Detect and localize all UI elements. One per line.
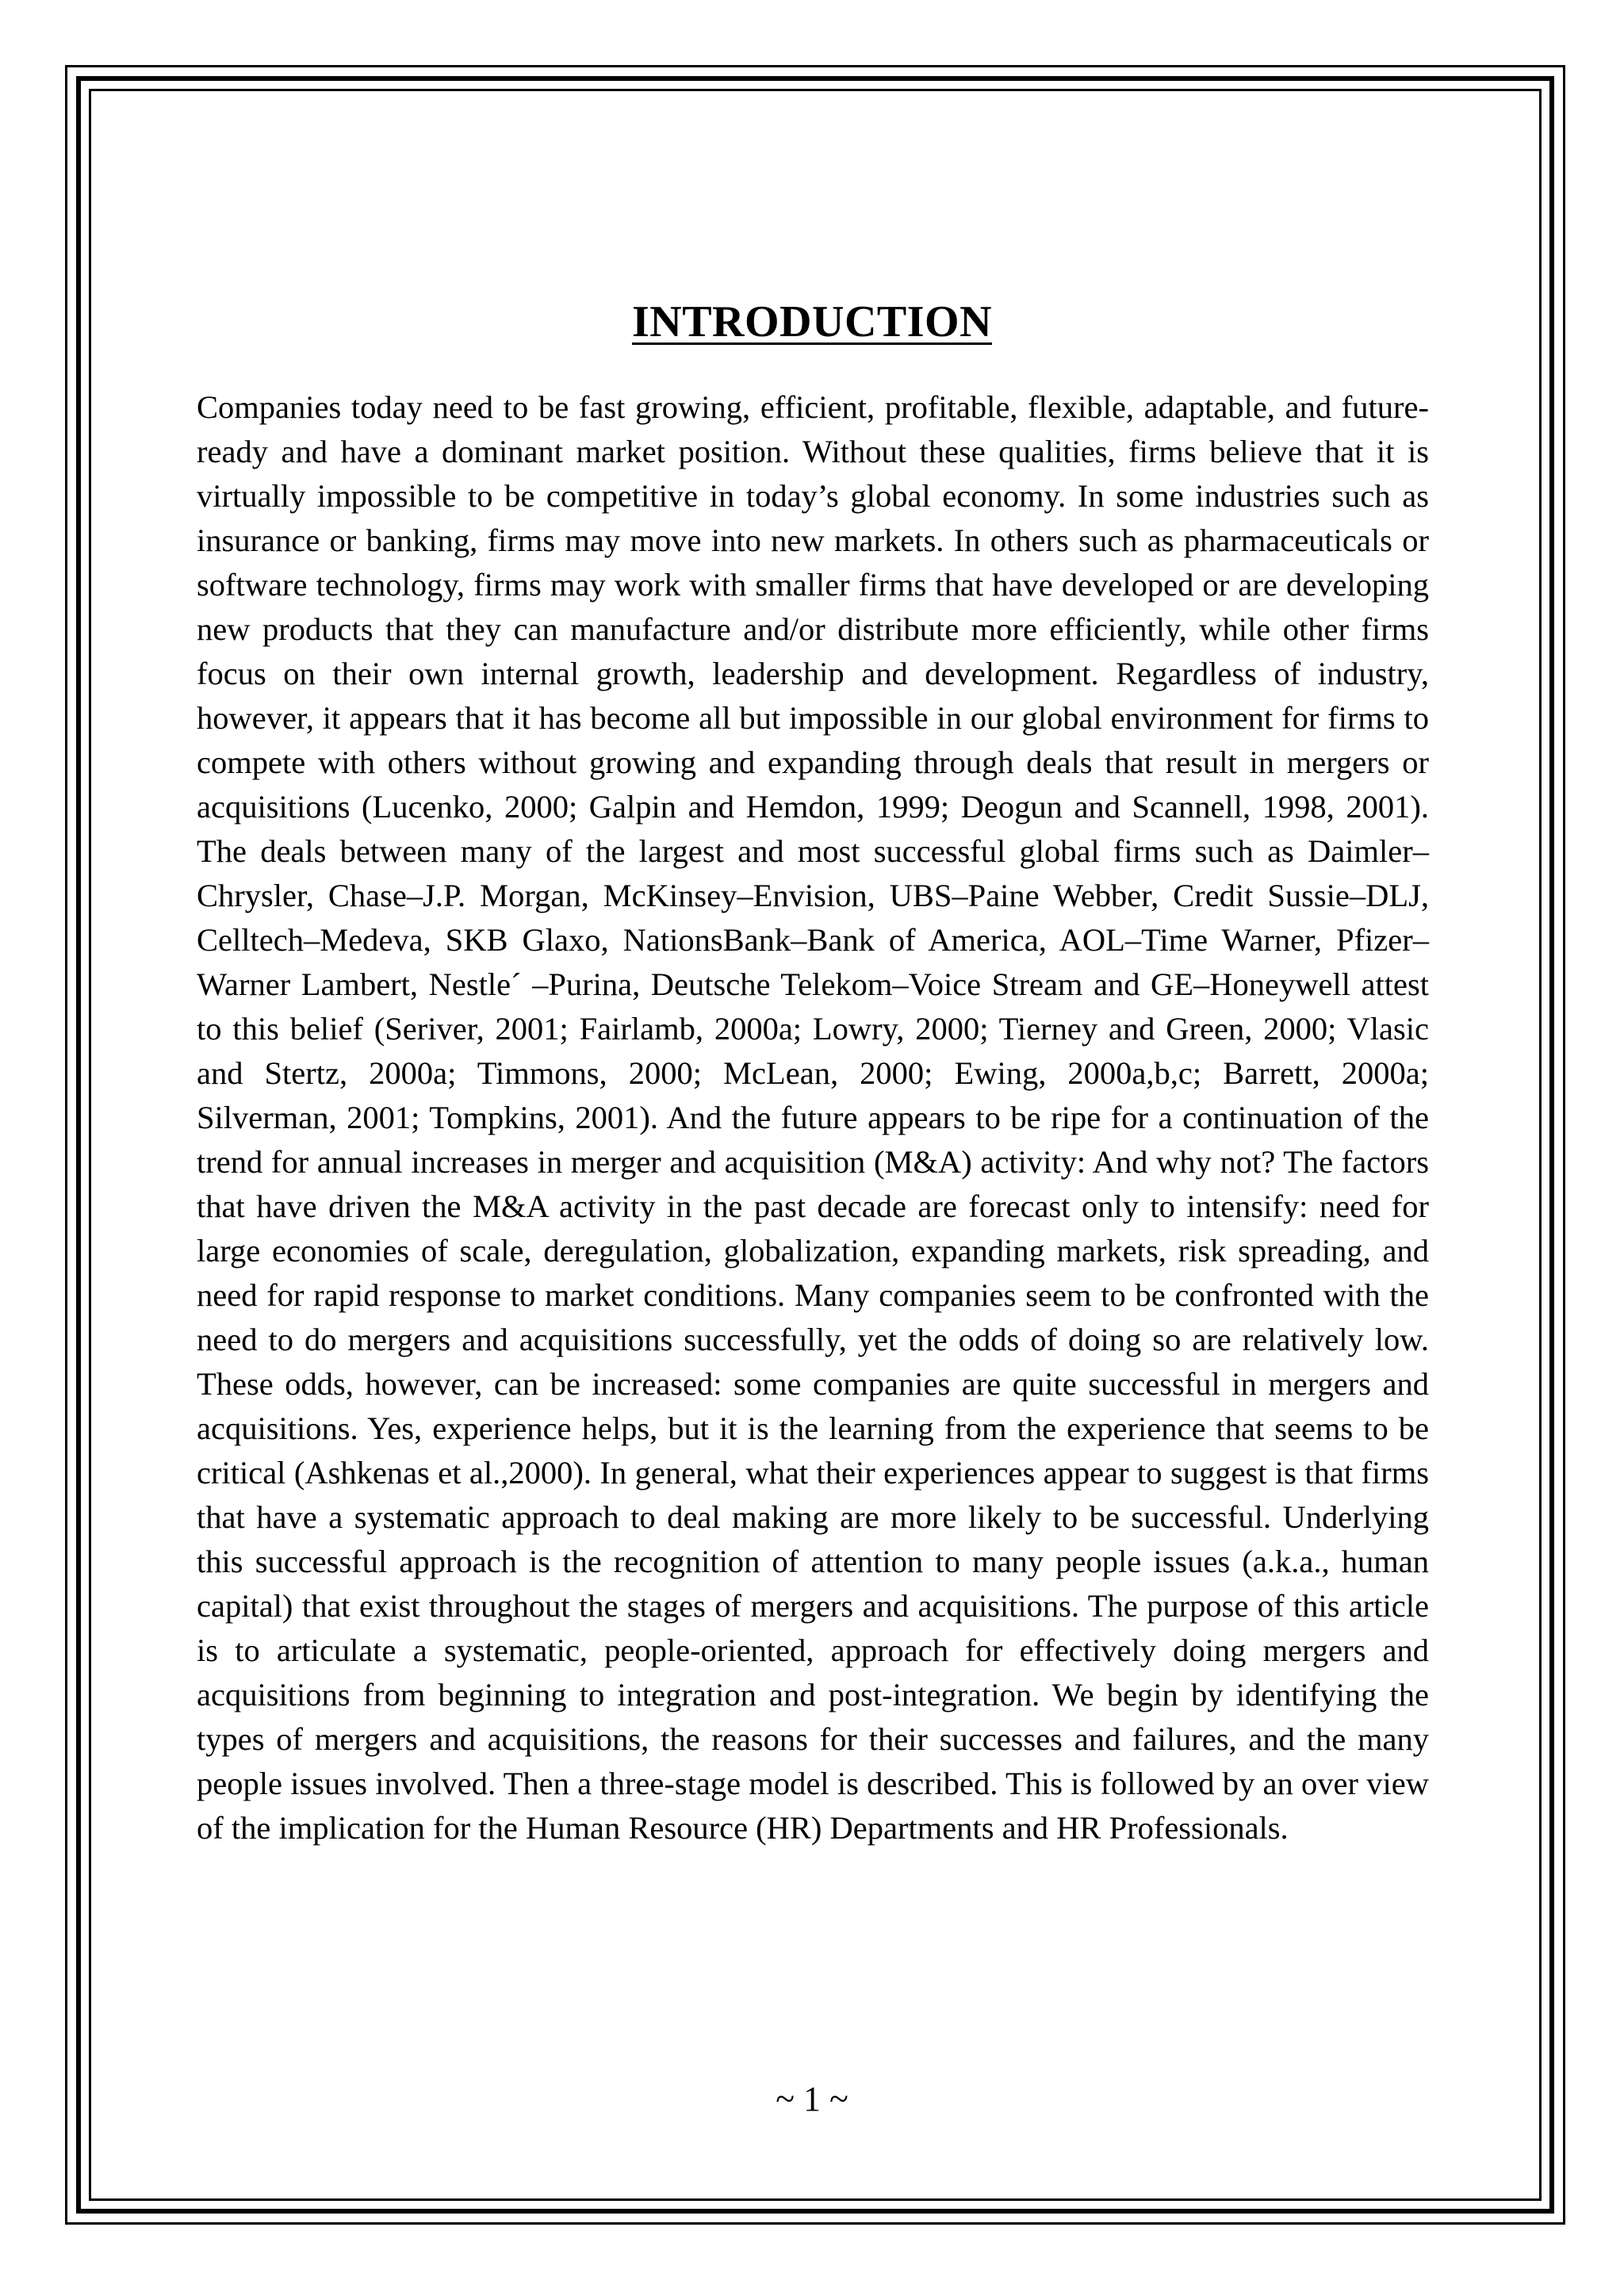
- body-paragraph: Companies today need to be fast growing, efficient, profitable, flexible, adaptable, and future-ready and have a dominant market position. Without these qualities, firms believe that it is virtually impossible to be competitive in today’s global economy. In some industries such as insurance or banking, firms may move into new markets. In others such as pharmaceuticals or software technology, firms may work with smaller firms that have developed or are developing new products that they can manufacture and/or distribute more efficiently, while other firms focus on their own internal growth, leadership and development. Regardless of industry, however, it appears that it has become all but impossible in our global environment for firms to compete with others without growing and expanding through deals that result in mergers or acquisitions (Lucenko, 2000; Galpin and Hemdon, 1999; Deogun and Scannell, 1998, 2001). The deals between many of the largest and most successful global firms such as Daimler–Chrysler, Chase–J.P. Morgan, McKinsey–Envision, UBS–Paine Webber, Credit Sussie–DLJ, Celltech–Medeva, SKB Glaxo, NationsBank–Bank of America, AOL–Time Warner, Pfizer–Warner Lambert, Nestle´ –Purina, Deutsche Telekom–Voice Stream and GE–Honeywell attest to this belief (Seriver, 2001; Fairlamb, 2000a; Lowry, 2000; Tierney and Green, 2000; Vlasic and Stertz, 2000a; Timmons, 2000; McLean, 2000; Ewing, 2000a,b,c; Barrett, 2000a; Silverman, 2001; Tompkins, 2001). And the future appears to be ripe for a continuation of the trend for annual increases in merger and acquisition (M&A) activity: And why not? The factors that have driven the M&A activity in the past decade are forecast only to intensify: need for large economies of scale, deregulation, globalization, expanding markets, risk spreading, and need for rapid response to market conditions. Many companies seem to be confronted with the need to do mergers and acquisitions successfully, yet the odds of doing so are relatively low. These odds, however, can be increased: some companies are quite successful in mergers and acquisitions. Yes, experience helps, but it is the learning from the experience that seems to be critical (Ashkenas et al.,2000). In general, what their experiences appear to suggest is that firms that have a systematic approach to deal making are more likely to be successful. Underlying this successful approach is the recognition of attention to many people issues (a.k.a., human capital) that exist throughout the stages of mergers and acquisitions. The purpose of this article is to articulate a systematic, people-oriented, approach for effectively doing mergers and acquisitions from beginning to integration and post-integration. We begin by identifying the types of mergers and acquisitions, the reasons for their successes and failures, and the many people issues involved. Then a three-stage model is described. This is followed by an over view of the implication for the Human Resource (HR) Departments and HR Professionals.: [197, 389, 1429, 1846]
- page-title: INTRODUCTION: [631, 297, 993, 346]
- page-number: ~ 1 ~: [776, 2080, 848, 2118]
